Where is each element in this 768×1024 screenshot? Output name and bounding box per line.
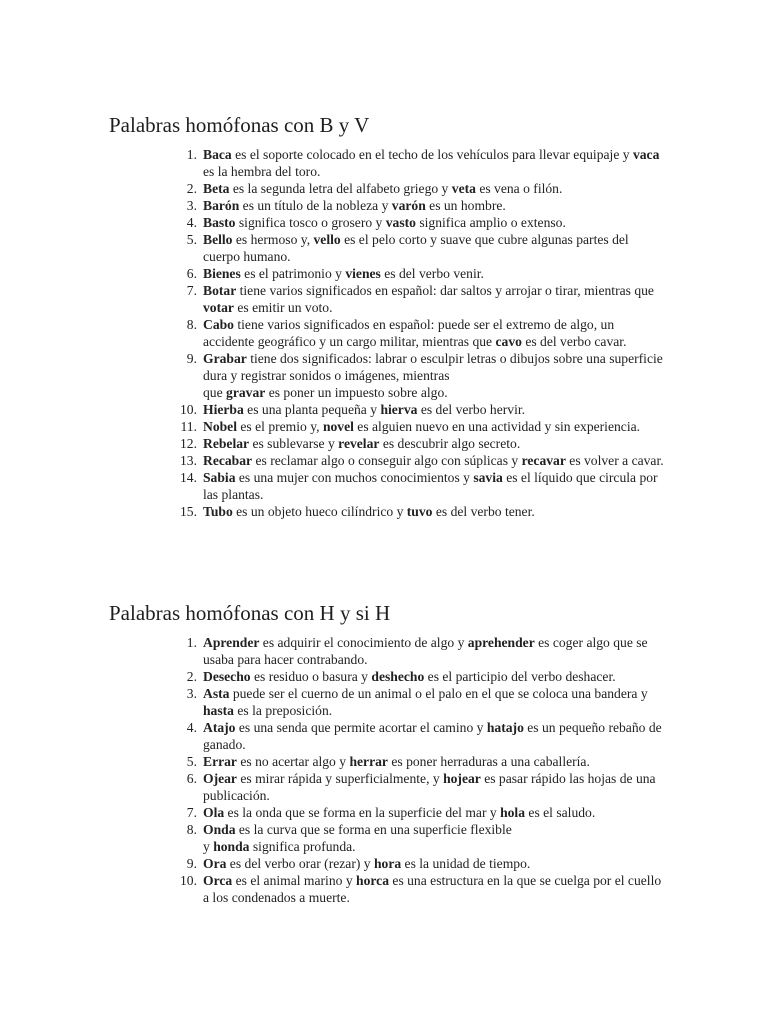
list-item <box>174 316 664 350</box>
homophone-word: Cabo <box>203 317 234 332</box>
definition-text: es una planta pequeña y <box>243 402 381 417</box>
definition-text: es una mujer con muchos conocimientos y <box>235 470 474 485</box>
definition-text: es alguien nuevo en una actividad y sin experiencia. <box>353 419 641 434</box>
definition-text: es el líquido que circula por las plantas. <box>203 470 658 502</box>
definition-text: es el participio del verbo deshacer. <box>424 669 616 684</box>
homophone-word: Asta <box>203 686 230 701</box>
homophone-word: savia <box>473 470 503 485</box>
homophone-word: aprehender <box>467 635 535 650</box>
list-item <box>174 804 664 821</box>
definition-text: es hermoso y, <box>232 232 314 247</box>
homophone-word: vasto <box>385 215 416 230</box>
homophone-word: herrar <box>349 754 388 769</box>
item-number: 8. <box>186 822 197 837</box>
definition-text: es un hombre. <box>425 198 506 213</box>
list-item <box>174 855 664 872</box>
list-item <box>174 265 664 282</box>
list-item <box>174 180 664 197</box>
list-item <box>174 821 664 855</box>
definition-text: es poner herraduras a una caballería. <box>387 754 590 769</box>
homophone-word: Aprender <box>203 635 260 650</box>
homophone-word: hierva <box>380 402 418 417</box>
definition-text: es el premio y, <box>236 419 323 434</box>
definition-text: significa amplio o extenso. <box>415 215 566 230</box>
item-number: 7. <box>186 283 197 298</box>
definition-text: que <box>203 385 227 400</box>
homophone-word: Baca <box>203 147 232 162</box>
homophone-word: hora <box>373 856 402 871</box>
definition-text: es del verbo venir. <box>380 266 484 281</box>
homophone-word: honda <box>213 839 250 854</box>
homophone-word: recavar <box>521 453 566 468</box>
homophone-word: vello <box>313 232 341 247</box>
definition-text: es no acertar algo y <box>236 754 350 769</box>
homophone-word: cavo <box>495 334 522 349</box>
section-title-h: Palabras homófonas con H y si H <box>109 601 391 625</box>
homophone-word: horca <box>356 873 390 888</box>
homophone-word: Barón <box>203 198 240 213</box>
homophone-word: Ojear <box>203 771 237 786</box>
item-number: 2. <box>186 181 197 196</box>
item-number: 9. <box>186 856 197 871</box>
list-item <box>174 231 664 265</box>
homophone-word: Tubo <box>203 504 233 519</box>
item-number: 3. <box>186 198 197 213</box>
definition-text: es la hembra del toro. <box>203 164 321 179</box>
item-number: 6. <box>186 266 197 281</box>
section-title-b-v: Palabras homófonas con B y V <box>109 113 370 137</box>
item-number: 8. <box>186 317 197 332</box>
list-item <box>174 214 664 231</box>
homophone-word: hasta <box>203 703 234 718</box>
definition-text: tiene dos significados: labrar o esculpir letras o dibujos sobre una superficie dura y registrar sonidos o imágenes, mientras <box>203 351 663 383</box>
definition-text: es reclamar algo o conseguir algo con súplicas y <box>252 453 522 468</box>
definition-text: es una senda que permite acortar el camino y <box>235 720 487 735</box>
definition-text: es el animal marino y <box>232 873 357 888</box>
homophone-word: varón <box>391 198 426 213</box>
homophone-word: Atajo <box>203 720 236 735</box>
definition-text: es la onda que se forma en la superficie del mar y <box>224 805 501 820</box>
item-number: 7. <box>186 805 197 820</box>
definition-text: es volver a cavar. <box>565 453 664 468</box>
homophone-word: veta <box>451 181 476 196</box>
definition-text: es coger algo que se usaba para hacer contrabando. <box>203 635 648 667</box>
list-item <box>174 146 664 180</box>
homophone-word: votar <box>203 300 234 315</box>
definition-text: es la segunda letra del alfabeto griego y <box>229 181 452 196</box>
item-number: 13. <box>180 453 197 468</box>
homophone-word: Orca <box>203 873 233 888</box>
definition-text: y <box>203 839 214 854</box>
list-item <box>174 435 664 452</box>
list-item <box>174 452 664 469</box>
list-item <box>174 770 664 804</box>
homophone-word: Ola <box>203 805 225 820</box>
definition-text: es la curva que se forma en una superficie flexible <box>235 822 512 837</box>
definition-text: es sublevarse y <box>249 436 339 451</box>
homophone-word: novel <box>322 419 354 434</box>
list-item <box>174 469 664 503</box>
definition-text: es el pelo corto y suave que cubre algunas partes del cuerpo humano. <box>203 232 629 264</box>
definition-text: es del verbo tener. <box>432 504 535 519</box>
list-item <box>174 418 664 435</box>
item-number: 3. <box>186 686 197 701</box>
item-number: 2. <box>186 669 197 684</box>
list-item <box>174 872 664 906</box>
homophone-word: Grabar <box>203 351 247 366</box>
homophone-list-b-v <box>174 146 664 520</box>
item-number: 12. <box>180 436 197 451</box>
list-item <box>174 401 664 418</box>
homophone-word: Basto <box>203 215 236 230</box>
definition-text: es una estructura en la que se cuelga por el cuello a los condenados a muerte. <box>203 873 662 905</box>
homophone-word: gravar <box>226 385 266 400</box>
homophone-word: Hierba <box>203 402 244 417</box>
definition-text: es pasar rápido las hojas de una publicación. <box>203 771 656 803</box>
definition-text: es mirar rápida y superficialmente, y <box>236 771 444 786</box>
list-item <box>174 282 664 316</box>
definition-text: es un objeto hueco cilíndrico y <box>232 504 407 519</box>
list-item <box>174 350 664 401</box>
list-item <box>174 685 664 719</box>
homophone-word: hola <box>500 805 526 820</box>
definition-text: tiene varios significados en español: dar saltos y arrojar o tirar, mientras que <box>236 283 654 298</box>
definition-text: es un título de la nobleza y <box>239 198 392 213</box>
definition-text: es del verbo cavar. <box>521 334 627 349</box>
homophone-word: Ora <box>203 856 227 871</box>
definition-text: es un pequeño rebaño de ganado. <box>203 720 662 752</box>
definition-text: es la unidad de tiempo. <box>401 856 531 871</box>
homophone-word: revelar <box>338 436 380 451</box>
item-number: 6. <box>186 771 197 786</box>
definition-text: es el saludo. <box>525 805 596 820</box>
definition-text: es el patrimonio y <box>240 266 346 281</box>
homophone-word: Rebelar <box>203 436 250 451</box>
item-number: 1. <box>186 635 197 650</box>
homophone-word: hojear <box>443 771 481 786</box>
homophone-word: deshecho <box>371 669 425 684</box>
definition-text: puede ser el cuerno de un animal o el palo en el que se coloca una bandera y <box>229 686 648 701</box>
homophone-word: tuvo <box>406 504 433 519</box>
list-item <box>174 634 664 668</box>
definition-text: es vena o filón. <box>475 181 563 196</box>
definition-text: es el soporte colocado en el techo de los vehículos para llevar equipaje y <box>231 147 633 162</box>
item-number: 1. <box>186 147 197 162</box>
homophone-word: vaca <box>632 147 660 162</box>
homophone-word: Beta <box>203 181 230 196</box>
homophone-word: Errar <box>203 754 237 769</box>
homophone-word: Botar <box>203 283 237 298</box>
list-item <box>174 197 664 214</box>
item-number: 10. <box>180 402 197 417</box>
homophone-word: vienes <box>345 266 381 281</box>
item-number: 5. <box>186 232 197 247</box>
definition-text: es adquirir el conocimiento de algo y <box>259 635 468 650</box>
item-number: 9. <box>186 351 197 366</box>
item-number: 11. <box>180 419 197 434</box>
definition-text: es residuo o basura y <box>250 669 372 684</box>
homophone-list-h <box>174 634 664 906</box>
definition-text: es del verbo hervir. <box>417 402 526 417</box>
item-number: 4. <box>186 215 197 230</box>
homophone-word: Sabia <box>203 470 236 485</box>
homophone-word: hatajo <box>486 720 524 735</box>
definition-text: significa profunda. <box>249 839 356 854</box>
definition-text: es descubrir algo secreto. <box>379 436 521 451</box>
item-number: 10. <box>180 873 197 888</box>
list-item <box>174 668 664 685</box>
item-number: 14. <box>180 470 197 485</box>
definition-text: es la preposición. <box>233 703 333 718</box>
homophone-word: Desecho <box>203 669 251 684</box>
homophone-word: Nobel <box>203 419 237 434</box>
definition-text: tiene varios significados en español: puede ser el extremo de algo, un accidente geográfico y un cargo militar, mientras que <box>203 317 615 349</box>
definition-text: es emitir un voto. <box>233 300 333 315</box>
definition-text: significa tosco o grosero y <box>235 215 386 230</box>
list-item <box>174 503 664 520</box>
definition-text: es poner un impuesto sobre algo. <box>265 385 448 400</box>
homophone-word: Recabar <box>203 453 253 468</box>
homophone-word: Onda <box>203 822 236 837</box>
list-item <box>174 719 664 753</box>
item-number: 5. <box>186 754 197 769</box>
homophone-word: Bienes <box>203 266 241 281</box>
item-number: 15. <box>180 504 197 519</box>
item-number: 4. <box>186 720 197 735</box>
definition-text: es del verbo orar (rezar) y <box>226 856 374 871</box>
list-item <box>174 753 664 770</box>
homophone-word: Bello <box>203 232 233 247</box>
